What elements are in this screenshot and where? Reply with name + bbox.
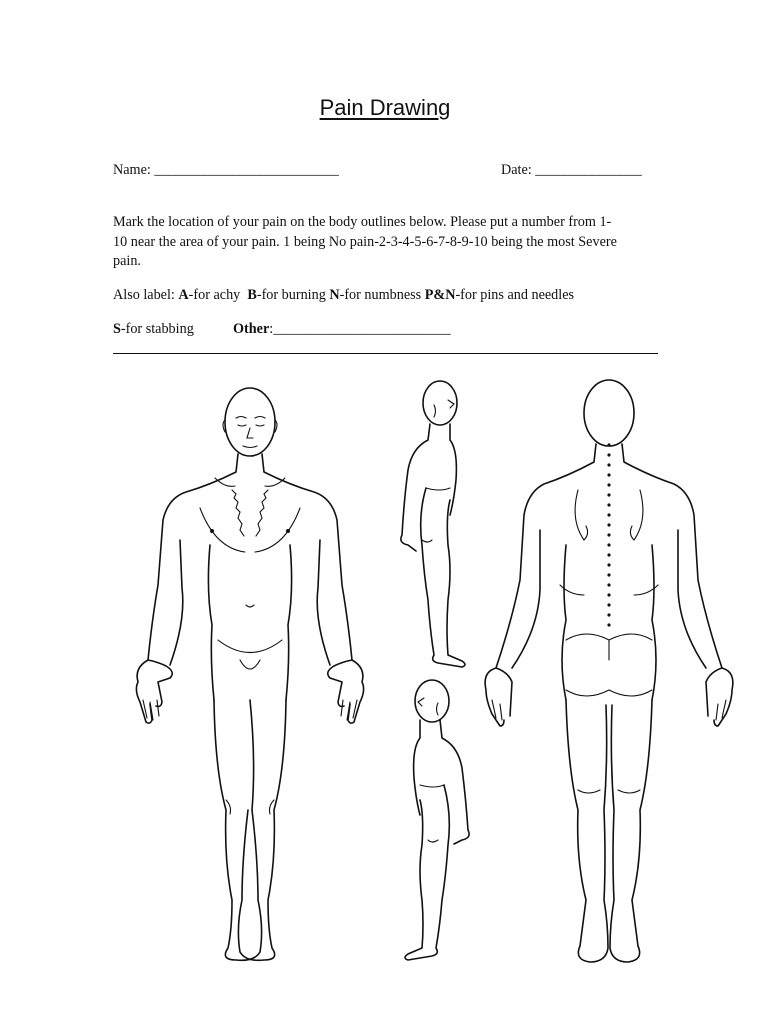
instructions-line-2: 10 near the area of your pain. 1 being No pain-2-3-4-5-6-7-8-9-10 being the most Severe <box>113 233 617 250</box>
label-legend <box>113 286 574 305</box>
label-b-text: -for burning <box>256 287 330 303</box>
side-view-left-figure[interactable] <box>405 680 469 960</box>
label-pn-key: P&N <box>424 287 456 303</box>
other-key: Other <box>233 321 270 337</box>
spine-dots <box>607 443 610 626</box>
name-blank[interactable]: __________________________ <box>154 162 339 178</box>
name-label: Name: <box>113 162 151 178</box>
page-title: Pain Drawing <box>319 95 451 120</box>
label-a-text: -for achy <box>188 287 248 303</box>
divider-line <box>113 353 658 354</box>
label-s-key: S <box>113 321 121 337</box>
instructions-line-3: pain. <box>113 253 141 269</box>
body-outlines <box>0 370 770 970</box>
other-field[interactable] <box>233 320 451 339</box>
label-s-text: -for stabbing <box>120 321 194 337</box>
back-view-figure[interactable] <box>485 380 733 962</box>
instructions <box>113 213 658 272</box>
date-field[interactable] <box>501 161 642 180</box>
other-blank[interactable]: :_________________________ <box>269 321 451 337</box>
also-label: Also label: <box>113 287 179 303</box>
label-b-key: B <box>247 287 257 303</box>
front-view-figure[interactable] <box>136 388 363 960</box>
instructions-line-1: Mark the location of your pain on the body outlines below. Please put a number from 1- <box>113 214 612 230</box>
label-s <box>113 320 194 339</box>
label-pn-text: -for pins and needles <box>455 287 575 303</box>
name-field[interactable] <box>113 161 339 180</box>
label-a-key: A <box>178 287 189 303</box>
date-label: Date: <box>501 162 532 178</box>
side-view-right-figure[interactable] <box>401 381 465 667</box>
label-n-text: -for numbness <box>339 287 425 303</box>
label-n-key: N <box>329 287 340 303</box>
date-blank[interactable]: _______________ <box>535 162 642 178</box>
